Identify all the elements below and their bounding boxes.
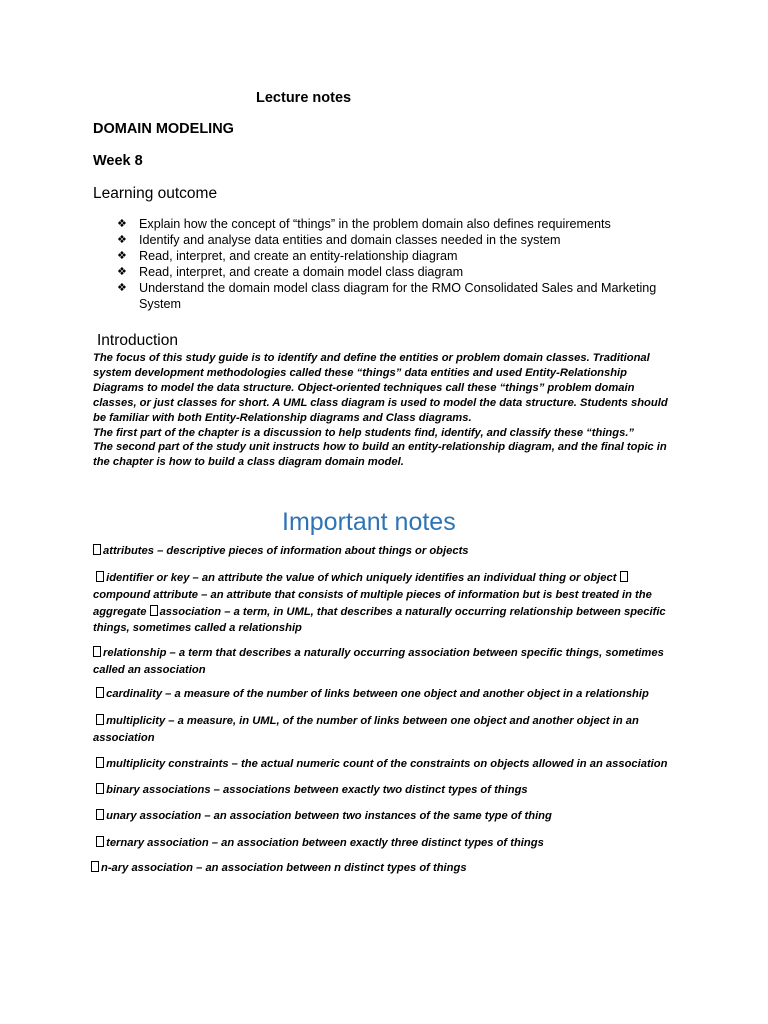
diamond-bullet-icon: ❖ <box>117 218 127 230</box>
diamond-bullet-icon: ❖ <box>117 234 127 246</box>
note-cardinality: cardinality – a measure of the number of links between one object and another object in a relationship <box>93 686 683 703</box>
important-notes-heading: Important notes <box>282 508 456 536</box>
note-unary-association: unary association – an association between two instances of the same type of thing <box>93 808 683 825</box>
list-item: ❖ Read, interpret, and create an entity-relationship diagram <box>117 249 458 263</box>
introduction-body <box>93 351 681 470</box>
note-multiplicity-constraints: multiplicity constraints – the actual numeric count of the constraints on objects allowed in an association <box>93 756 683 773</box>
topic-title: DOMAIN MODELING <box>93 121 234 137</box>
list-item: ❖ Understand the domain model class diagram for the RMO Consolidated Sales and Marketing System <box>117 281 657 311</box>
missing-glyph-box-icon <box>620 571 628 582</box>
missing-glyph-box-icon <box>150 605 158 616</box>
note-attributes: attributes – descriptive pieces of information about things or objects <box>93 543 683 560</box>
missing-glyph-box-icon <box>96 783 104 794</box>
learning-outcome-heading: Learning outcome <box>93 185 218 202</box>
note-relationship: relationship – a term that describes a naturally occurring association between specific things, sometimes called an association <box>93 647 664 676</box>
list-item: ❖ Read, interpret, and create a domain model class diagram <box>117 265 464 279</box>
missing-glyph-box-icon <box>93 646 101 657</box>
list-item: ❖ Identify and analyse data entities and domain classes needed in the system <box>117 233 561 247</box>
missing-glyph-box-icon <box>96 714 104 725</box>
note-multiplicity: multiplicity – a measure, in UML, of the number of links between one object and another object in an association <box>93 715 639 744</box>
missing-glyph-box-icon <box>96 836 104 847</box>
missing-glyph-box-icon <box>96 571 104 582</box>
note-ternary-association: ternary association – an association between exactly three distinct types of things <box>93 835 683 852</box>
diamond-bullet-icon: ❖ <box>117 282 127 294</box>
introduction-heading: Introduction <box>97 332 178 349</box>
intro-paragraph: The second part of the study unit instructs how to build an entity-relationship diagram, and the final topic in the chapter is how to build a class diagram domain model. <box>93 441 667 469</box>
missing-glyph-box-icon <box>96 809 104 820</box>
intro-paragraph: The focus of this study guide is to identify and define the entities or problem domain classes. Traditional system development methodologies called these “things” data entities and used Entity-Relationship Diagrams to model the data structure. Object-oriented techniques call these “things” problem domain classes, or just classes for short. A UML class diagram is used to model the data structure. Students should be familiar with both Entity-Relationship diagrams and Class diagrams. <box>93 352 668 424</box>
intro-paragraph: The first part of the chapter is a discussion to help students find, identify, and classify these “things.” <box>93 426 635 439</box>
missing-glyph-box-icon <box>96 687 104 698</box>
week-label: Week 8 <box>93 153 143 169</box>
missing-glyph-box-icon <box>93 544 101 555</box>
list-item: ❖ Explain how the concept of “things” in the problem domain also defines requirements <box>117 217 611 231</box>
missing-glyph-box-icon <box>96 757 104 768</box>
diamond-bullet-icon: ❖ <box>117 266 127 278</box>
note-n-ary-association: n-ary association – an association between n distinct types of things <box>91 860 681 877</box>
note-identifier-compound-association: identifier or key – an attribute the value of which uniquely identifies an individual thing or object compound attribute – an attribute that consists of multiple pieces of information but is best treated in the aggregate association – a term, in UML, that describes a naturally occurring relationship between specific things, sometimes called a relationship <box>93 572 666 635</box>
missing-glyph-box-icon <box>91 861 99 872</box>
lecture-notes-title: Lecture notes <box>256 90 352 106</box>
learning-outcome-list <box>117 216 699 312</box>
diamond-bullet-icon: ❖ <box>117 250 127 262</box>
note-binary-associations: binary associations – associations between exactly two distinct types of things <box>93 782 683 799</box>
